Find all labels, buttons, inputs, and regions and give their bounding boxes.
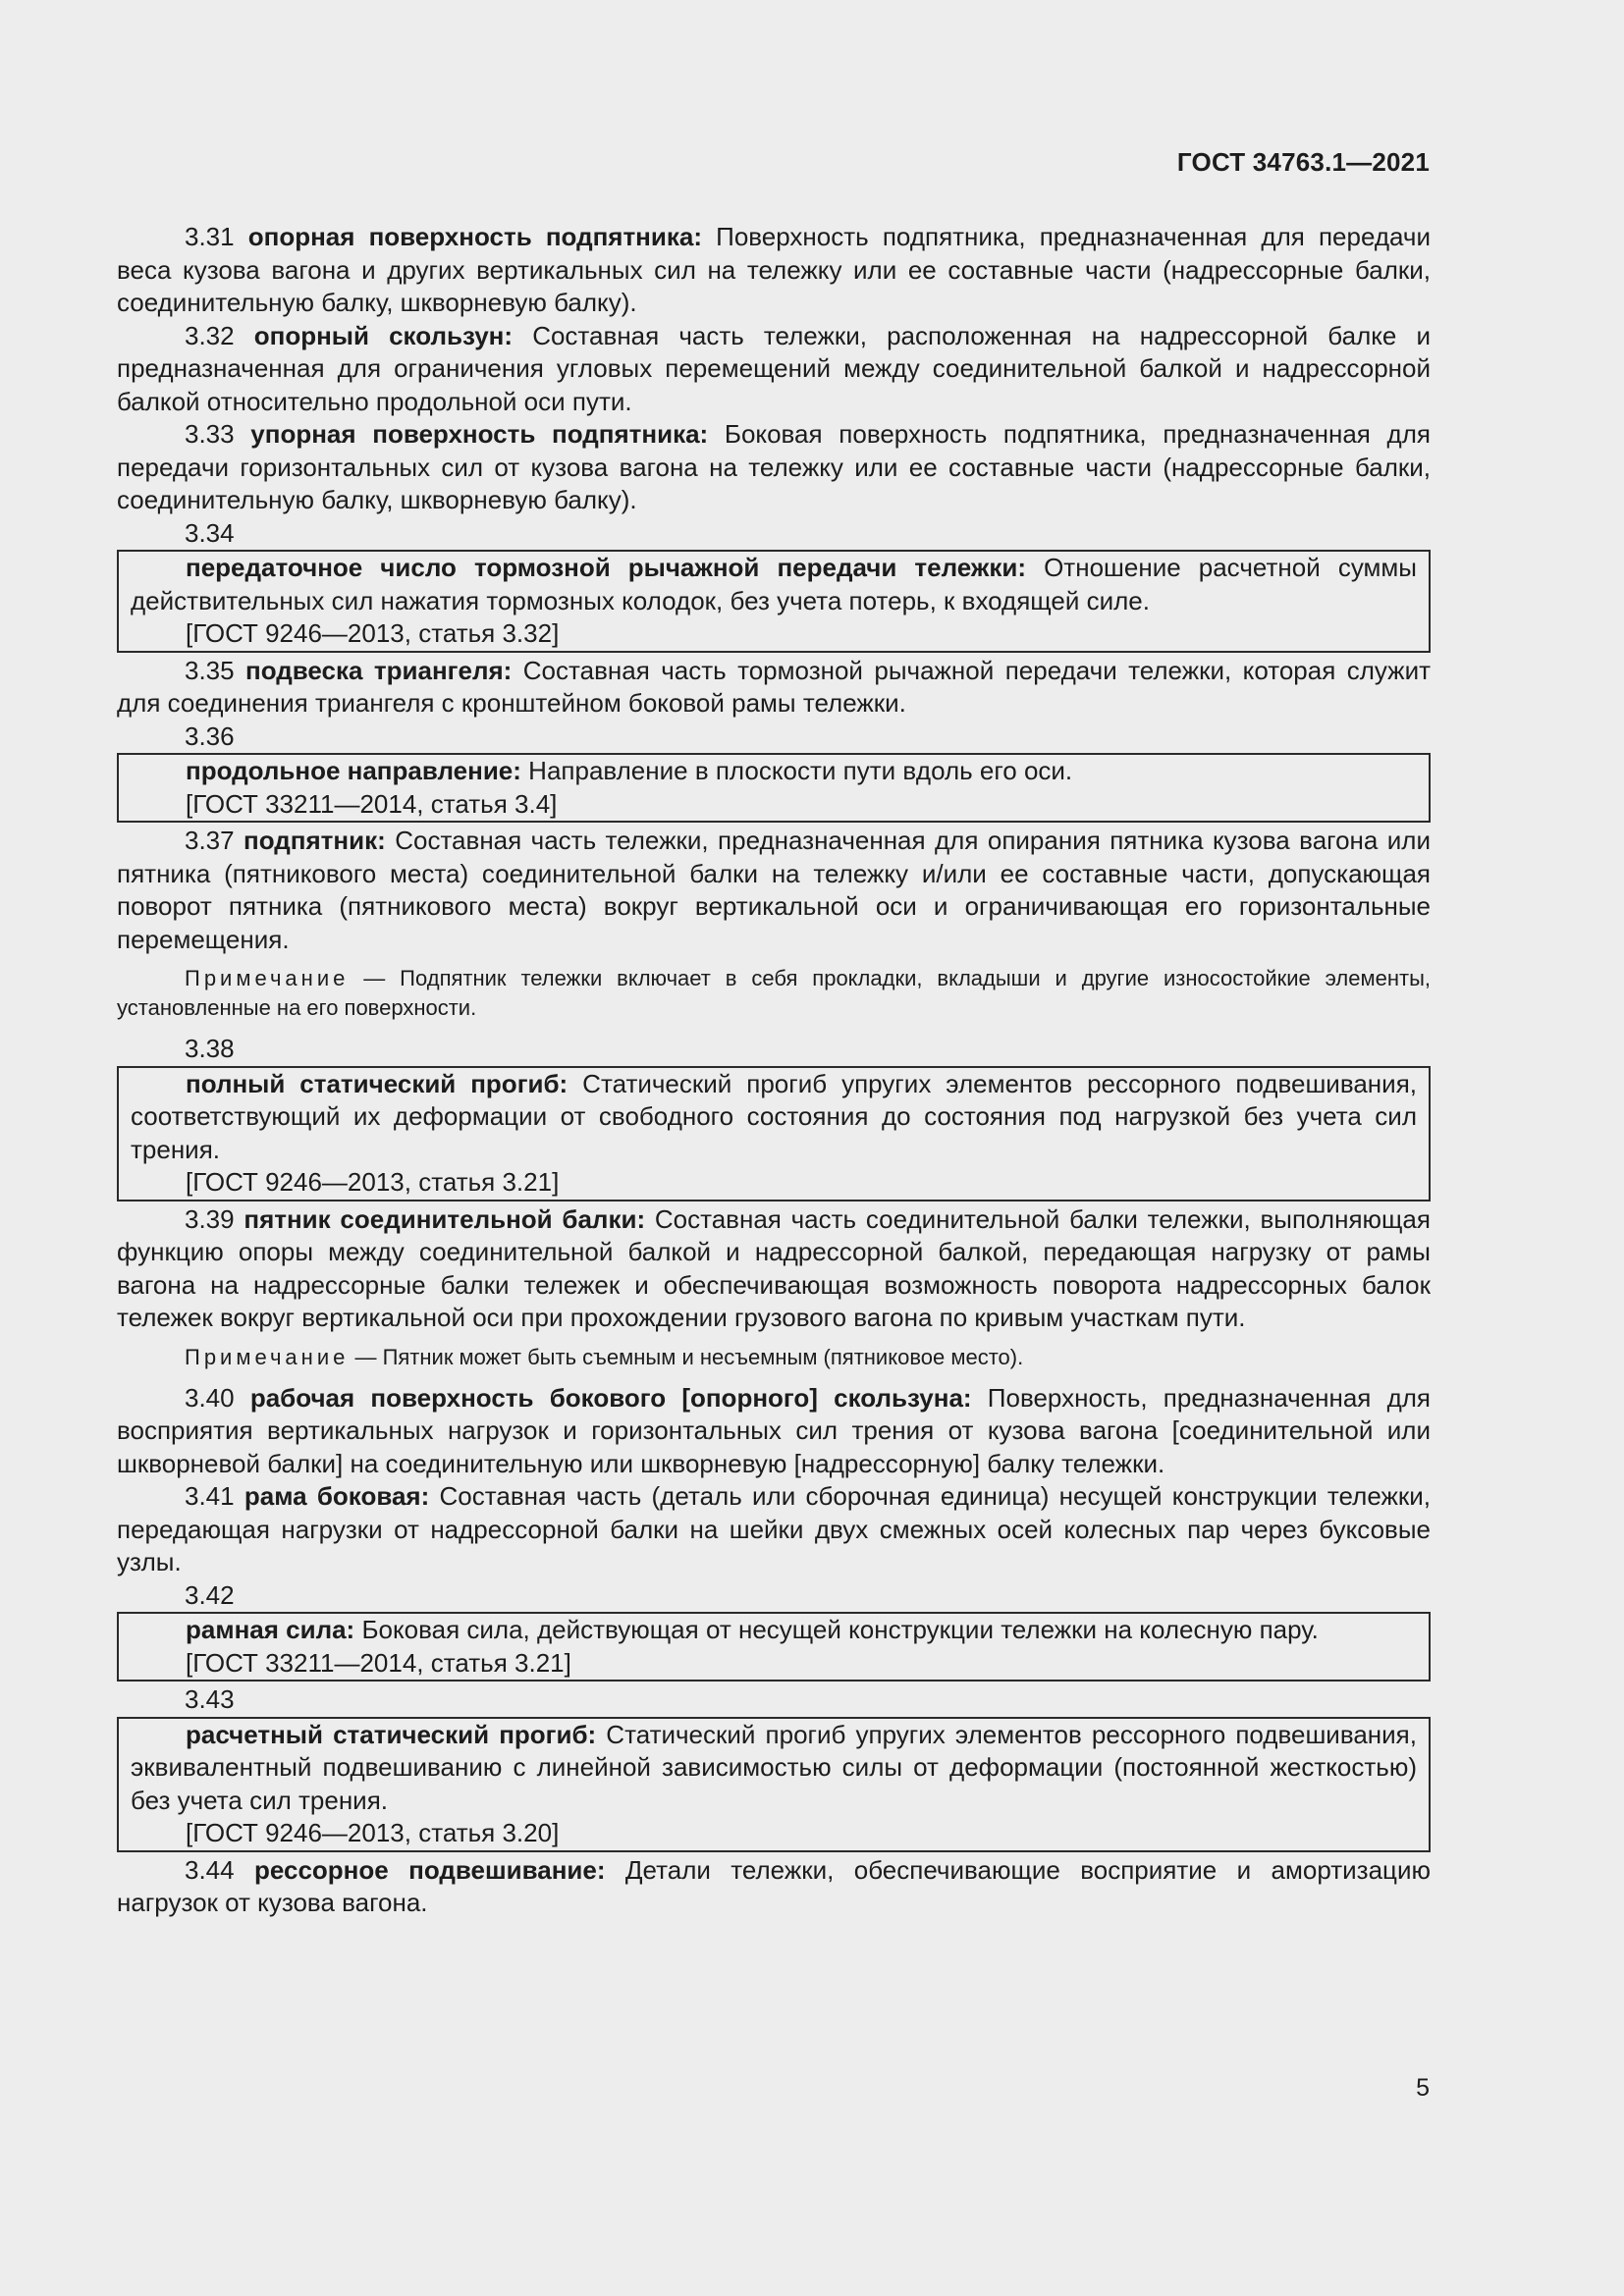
page-number: 5 bbox=[1416, 2074, 1430, 2102]
term-definition: Составная часть тележки, расположенная на надрессорной балке и предназначенная для ограничения угловых перемещений между соединительной балкой и надрессорной балкой относительно продольной оси пути. bbox=[117, 320, 1431, 416]
term-definition: Составная часть тормозной рычажной передачи тележки, которая служит для соединения триангеля с кронштейном боковой рамы тележки. bbox=[117, 655, 1431, 718]
term-title: рессорное подвешивание: bbox=[254, 1854, 606, 1885]
term-title: опорная поверхность подпятника: bbox=[247, 222, 702, 251]
term-title: рабочая поверхность бокового [опорного] скользуна: bbox=[249, 1382, 972, 1413]
term-entry-3-44 bbox=[117, 1854, 1431, 1920]
note-text: — Подпятник тележки включает в себя прокладки, вкладыши и другие износостойкие элементы, установленные на его поверхности. bbox=[117, 966, 1431, 1020]
term-title: опорный скользун: bbox=[253, 320, 514, 350]
term-entry-3-32 bbox=[117, 320, 1431, 419]
entry-number: 3.33 bbox=[185, 419, 235, 449]
source-reference: [ГОСТ 9246—2013, статья 3.20] bbox=[186, 1818, 560, 1847]
term-definition: Поверхность подпятника, предназначенная для передачи веса кузова вагона и других вертикальных сил на тележку или ее составные части (надрессорные балки, соединительную балку, шкворневую балку). bbox=[117, 222, 1431, 317]
term-title: расчетный статический прогиб: bbox=[186, 1719, 597, 1749]
source-reference: [ГОСТ 33211—2014, статья 3.21] bbox=[186, 1647, 571, 1678]
source-reference: [ГОСТ 9246—2013, статья 3.32] bbox=[186, 618, 560, 648]
term-title: пятник соединительной балки: bbox=[244, 1203, 646, 1234]
term-entry-3-36 bbox=[131, 755, 1417, 788]
term-entry-3-37 bbox=[117, 825, 1431, 956]
entry-number: 3.32 bbox=[185, 320, 235, 350]
term-entry-3-38 bbox=[131, 1068, 1417, 1167]
term-entry-3-33 bbox=[117, 418, 1431, 517]
term-entry-3-34 bbox=[131, 552, 1417, 617]
term-entry-3-31 bbox=[117, 221, 1431, 320]
term-title: подвеска триангеля: bbox=[245, 655, 513, 685]
quoted-term-box-3-34 bbox=[117, 550, 1431, 653]
term-title: передаточное число тормозной рычажной передачи тележки: bbox=[186, 553, 1026, 582]
term-definition: Направление в плоскости пути вдоль его оси. bbox=[528, 756, 1073, 785]
quoted-term-box-3-42 bbox=[117, 1612, 1431, 1682]
term-title: продольное направление: bbox=[186, 756, 521, 785]
quoted-term-box-3-43 bbox=[117, 1717, 1431, 1852]
note-text: — Пятник может быть съемным и несъемным (пятниковое место). bbox=[354, 1344, 1024, 1369]
term-entry-3-43 bbox=[131, 1719, 1417, 1818]
entry-number-3-36: 3.36 bbox=[185, 721, 235, 751]
term-entry-3-35 bbox=[117, 655, 1431, 721]
entry-number: 3.37 bbox=[185, 826, 235, 855]
entry-number: 3.35 bbox=[185, 655, 235, 685]
term-entry-3-39 bbox=[117, 1203, 1431, 1335]
note-label: Примечание bbox=[185, 966, 350, 990]
term-title: подпятник: bbox=[244, 826, 386, 855]
entry-number: 3.39 bbox=[185, 1203, 235, 1234]
term-title: полный статический прогиб: bbox=[186, 1068, 568, 1098]
term-definition: Статический прогиб упругих элементов рессорного подвешивания, эквивалентный подвешиванию с линейной зависимостью силы от деформации (постоянной жесткостью) без учета сил трения. bbox=[131, 1719, 1417, 1815]
entry-number-3-42: 3.42 bbox=[185, 1579, 235, 1610]
quoted-term-box-3-36 bbox=[117, 753, 1431, 823]
source-reference: [ГОСТ 33211—2014, статья 3.4] bbox=[186, 788, 558, 819]
document-designation: ГОСТ 34763.1—2021 bbox=[1176, 147, 1430, 177]
term-title: рама боковая: bbox=[244, 1481, 430, 1511]
term-entry-3-40 bbox=[117, 1382, 1431, 1481]
term-title: рамная сила: bbox=[186, 1615, 355, 1644]
term-definition: Боковая сила, действующая от несущей конструкции тележки на колесную пару. bbox=[361, 1615, 1319, 1644]
term-definition: Отношение расчетной суммы действительных сил нажатия тормозных колодок, без учета потерь, к входящей силе. bbox=[131, 553, 1417, 615]
term-definition: Составная часть соединительной балки тележки, выполняющая функцию опоры между соединительной балкой и надрессорной балкой, передающая нагрузку от рамы вагона на надрессорные балки тележек и обеспечивающая возможность поворота надрессорных балок тележек вокруг вертикальной оси при прохождении грузового вагона по кривым участкам пути. bbox=[117, 1203, 1431, 1332]
entry-number: 3.41 bbox=[185, 1481, 235, 1511]
quoted-term-box-3-38 bbox=[117, 1066, 1431, 1201]
term-definition: Детали тележки, обеспечивающие восприятие и амортизацию нагрузок от кузова вагона. bbox=[117, 1854, 1431, 1917]
terms-section bbox=[117, 221, 1431, 1920]
entry-number-3-43: 3.43 bbox=[185, 1684, 235, 1714]
term-entry-3-42 bbox=[131, 1614, 1417, 1647]
source-reference: [ГОСТ 9246—2013, статья 3.21] bbox=[186, 1167, 560, 1197]
note-3-37 bbox=[117, 964, 1431, 1023]
entry-number: 3.44 bbox=[185, 1854, 235, 1885]
term-definition: Статический прогиб упругих элементов рессорного подвешивания, соответствующий их деформации от свободного состояния до состояния под нагрузкой без учета сил трения. bbox=[131, 1068, 1417, 1164]
entry-number-3-34: 3.34 bbox=[185, 517, 235, 548]
note-label: Примечание bbox=[185, 1344, 350, 1369]
term-definition: Составная часть тележки, предназначенная для опирания пятника кузова вагона или пятника (пятникового места) соединительной балки на тележку и/или ее составные части, допускающая поворот пятника (пятникового места) вокруг вертикальной оси и ограничивающая его горизонтальные перемещения. bbox=[117, 826, 1431, 954]
term-entry-3-41 bbox=[117, 1480, 1431, 1579]
entry-number: 3.40 bbox=[185, 1382, 235, 1413]
entry-number-3-38: 3.38 bbox=[185, 1034, 235, 1063]
term-definition: Поверхность, предназначенная для восприятия вертикальных нагрузок и горизонтальных сил трения от кузова вагона [соединительной или шкворневой балки] на соединительную или шкворневую [надрессорную] балку тележки. bbox=[117, 1382, 1431, 1478]
term-definition: Боковая поверхность подпятника, предназначенная для передачи горизонтальных сил от кузова вагона на тележку или ее составные части (надрессорные балки, соединительную балку, шкворневую балку). bbox=[117, 419, 1431, 514]
entry-number: 3.31 bbox=[185, 222, 235, 251]
note-3-39 bbox=[117, 1343, 1431, 1372]
term-definition: Составная часть (деталь или сборочная единица) несущей конструкции тележки, передающая нагрузки от надрессорной балки на шейки двух смежных осей колесных пар через буксовые узлы. bbox=[117, 1481, 1431, 1576]
term-title: упорная поверхность подпятника: bbox=[250, 419, 709, 449]
